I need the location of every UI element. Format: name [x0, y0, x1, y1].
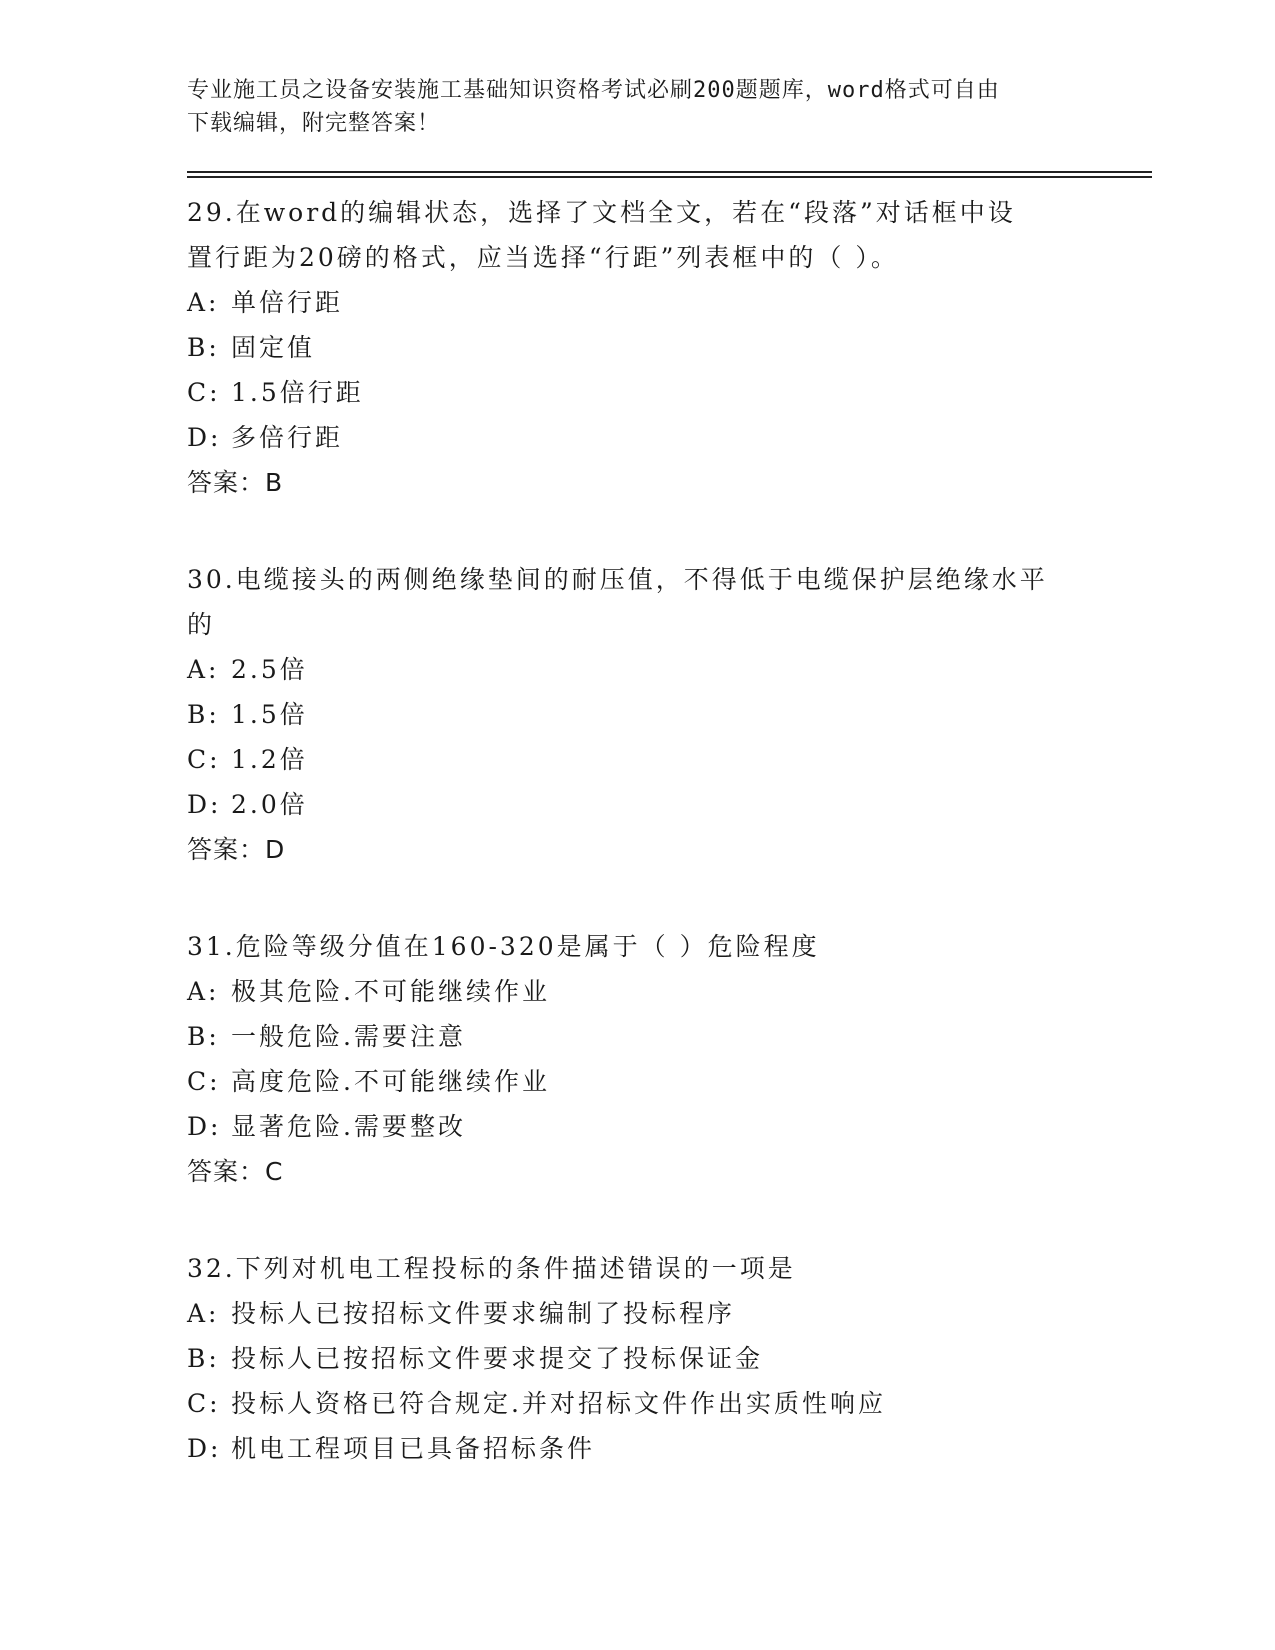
question-text: 30.电缆接头的两侧绝缘垫间的耐压值，不得低于电缆保护层绝缘水平 [187, 565, 1048, 594]
question-31 [187, 924, 1087, 1194]
question-text: 31.危险等级分值在160-320是属于（ ）危险程度 [187, 932, 820, 961]
option-d: D: 机电工程项目已具备招标条件 [187, 1434, 596, 1463]
option-c: C: 投标人资格已符合规定.并对招标文件作出实质性响应 [187, 1389, 886, 1418]
option-b: B: 固定值 [187, 333, 316, 362]
header-line-2: 下载编辑，附完整答案！ [187, 111, 441, 136]
option-c: C: 高度危险.不可能继续作业 [187, 1067, 550, 1096]
document-header [187, 74, 1087, 140]
question-list [187, 190, 1087, 1527]
answer: 答案：C [187, 1157, 284, 1186]
answer: 答案：D [187, 835, 286, 864]
option-a: A: 投标人已按招标文件要求编制了投标程序 [187, 1299, 736, 1328]
question-text: 32.下列对机电工程投标的条件描述错误的一项是 [187, 1254, 796, 1283]
header-divider-top [187, 171, 1152, 173]
option-c: C: 1.2倍 [187, 745, 308, 774]
option-d: D: 显著危险.需要整改 [187, 1112, 466, 1141]
question-29 [187, 190, 1087, 505]
question-32 [187, 1246, 1087, 1471]
option-d: D: 多倍行距 [187, 423, 344, 452]
option-a: A: 极其危险.不可能继续作业 [187, 977, 550, 1006]
question-text-cont: 的 [187, 610, 216, 639]
header-divider-bottom [187, 176, 1152, 178]
option-a: A: 2.5倍 [187, 655, 308, 684]
option-b: B: 投标人已按招标文件要求提交了投标保证金 [187, 1344, 764, 1373]
option-c: C: 1.5倍行距 [187, 378, 364, 407]
option-b: B: 一般危险.需要注意 [187, 1022, 466, 1051]
option-a: A: 单倍行距 [187, 288, 344, 317]
question-text: 29.在word的编辑状态，选择了文档全文，若在“段落”对话框中设 [187, 198, 1016, 227]
option-b: B: 1.5倍 [187, 700, 308, 729]
question-text-cont: 置行距为20磅的格式，应当选择“行距”列表框中的（ ）。 [187, 243, 899, 272]
header-line-1: 专业施工员之设备安装施工基础知识资格考试必刷200题题库，word格式可自由 [187, 78, 1000, 103]
answer: 答案：B [187, 468, 284, 497]
question-30 [187, 557, 1087, 872]
option-d: D: 2.0倍 [187, 790, 308, 819]
